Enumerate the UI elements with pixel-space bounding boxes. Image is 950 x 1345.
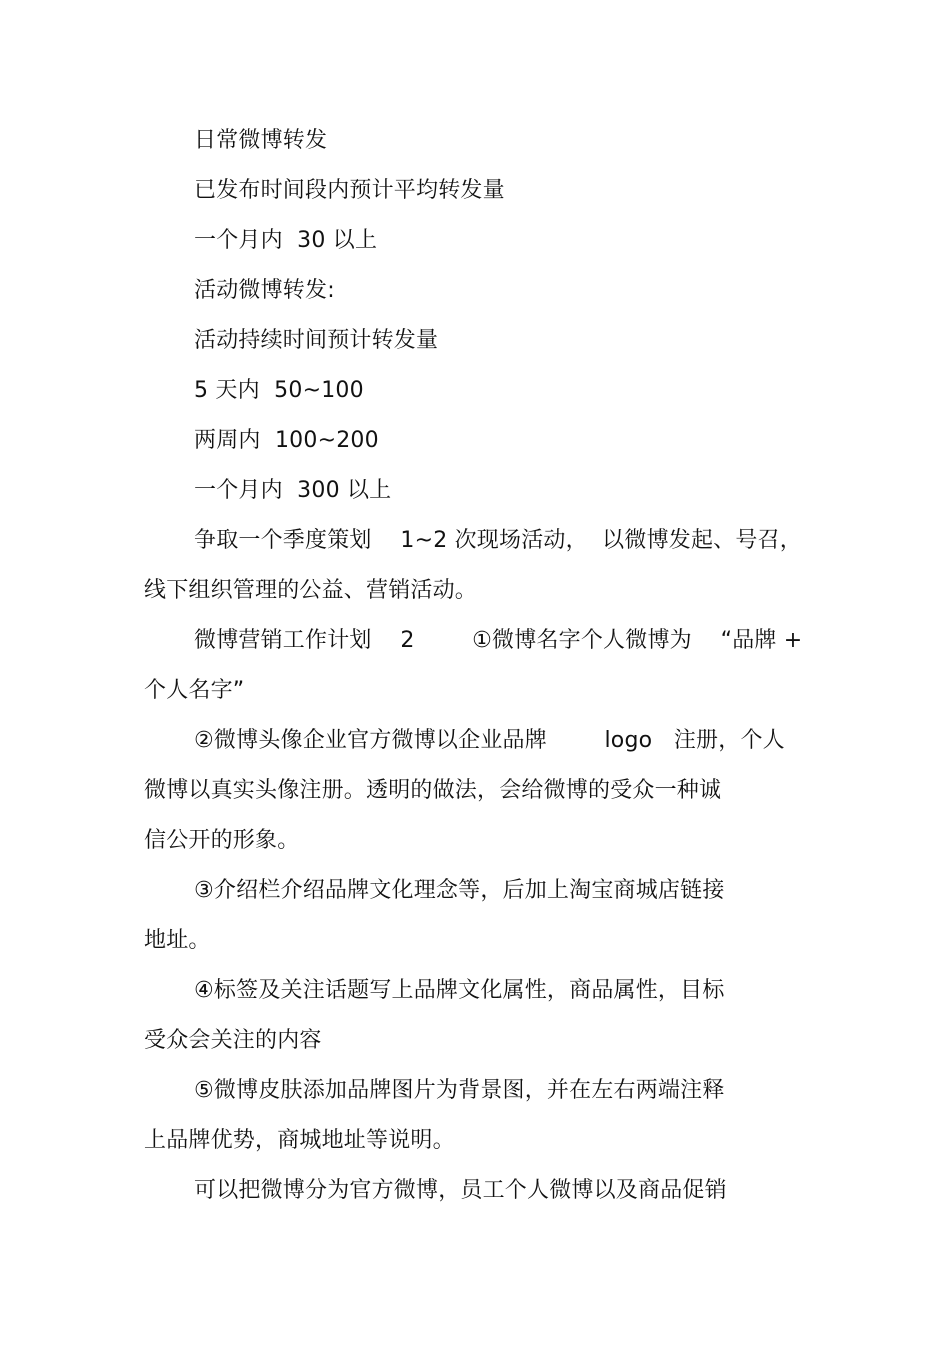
text-line: ③介绍栏介绍品牌文化理念等，后加上淘宝商城店链接 bbox=[194, 878, 725, 903]
text-line: 活动微博转发: bbox=[194, 278, 335, 303]
text-line: 可以把微博分为官方微博，员工个人微博以及商品促销 bbox=[194, 1178, 727, 1203]
text-line: 上品牌优势，商城地址等说明。 bbox=[144, 1128, 455, 1153]
text-line: 个人名字” bbox=[144, 678, 245, 703]
text-line: 日常微博转发 bbox=[194, 128, 328, 153]
text-line: ②微博头像企业官方微博以企业品牌 logo 注册，个人 bbox=[194, 728, 785, 753]
text-line: 受众会关注的内容 bbox=[144, 1028, 322, 1053]
text-line: 一个月内 30 以上 bbox=[194, 228, 378, 253]
text-line: 微博以真实头像注册。透明的做法，会给微博的受众一种诚 bbox=[144, 778, 722, 803]
text-line: ④标签及关注话题写上品牌文化属性，商品属性，目标 bbox=[194, 978, 725, 1003]
text-line: 信公开的形象。 bbox=[144, 828, 300, 853]
text-line: 地址。 bbox=[144, 928, 211, 953]
text-line: 微博营销工作计划 2 ①微博名字个人微博为 “品牌 + bbox=[194, 628, 803, 653]
text-line: 两周内 100~200 bbox=[194, 428, 379, 453]
text-line: ⑤微博皮肤添加品牌图片为背景图，并在左右两端注释 bbox=[194, 1078, 725, 1103]
text-line: 争取一个季度策划 1~2 次现场活动， 以微博发起、号召， bbox=[194, 528, 802, 553]
text-line: 活动持续时间预计转发量 bbox=[194, 328, 439, 353]
text-line: 已发布时间段内预计平均转发量 bbox=[194, 178, 505, 203]
text-line: 线下组织管理的公益、营销活动。 bbox=[144, 578, 478, 603]
text-line: 一个月内 300 以上 bbox=[194, 478, 392, 503]
text-line: 5 天内 50~100 bbox=[194, 378, 364, 403]
